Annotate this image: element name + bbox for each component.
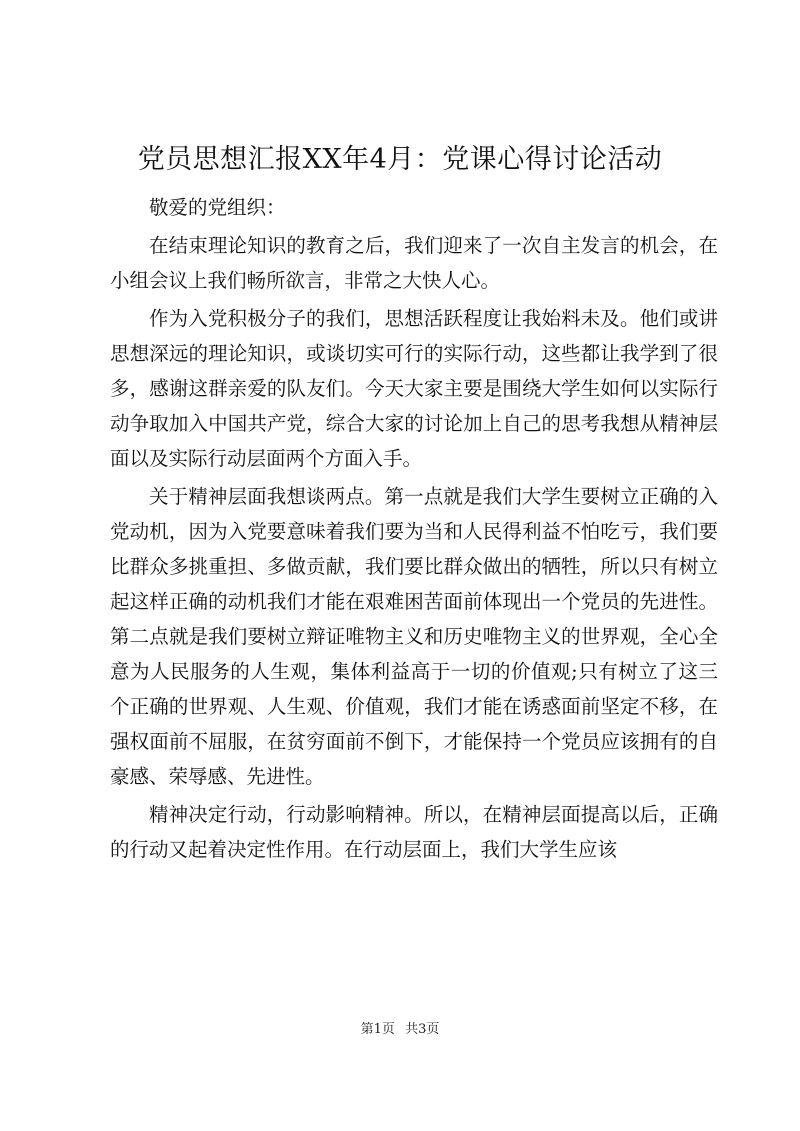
document-title: 党员思想汇报XX年4月：党课心得讨论活动: [137, 144, 663, 175]
page-footer: [0, 1020, 800, 1040]
salutation: 敬爱的党组织：: [149, 196, 286, 219]
paragraph: 作为入党积极分子的我们，思想活跃程度让我始料未及。他们或讲思想深远的理论知识，或谈切实可行的实际行动，这些都让我学到了很多，感谢这群亲爱的队友们。今天大家主要是围绕大学生如何以实际行动争取加入中国共产党，综合大家的讨论加上自己的思考我想从精神层面以及实际行动层面两个方面入手。: [110, 307, 718, 470]
paragraph: 精神决定行动，行动影响精神。所以，在精神层面提高以后，正确的行动又起着决定性作用。在行动层面上，我们大学生应该: [110, 803, 718, 861]
paragraph: 关于精神层面我想谈两点。第一点就是我们大学生要树立正确的入党动机，因为入党要意味着我们要为当和人民得利益不怕吃亏，我们要比群众多挑重担、多做贡献，我们要比群众做出的牺牲，所以只有树立起这样正确的动机我们才能在艰难困苦面前体现出一个党员的先进性。第二点就是我们要树立辩证唯物主义和历史唯物主义的世界观，全心全意为人民服务的人生观，集体利益高于一切的价值观;只有树立了这三个正确的世界观、人生观、价值观，我们才能在诱惑面前坚定不移，在强权面前不屈服，在贫穷面前不倒下，才能保持一个党员应该拥有的自豪感、荣辱感、先进性。: [110, 485, 718, 788]
page-number: 第1页: [360, 1022, 395, 1037]
paragraph: 在结束理论知识的教育之后，我们迎来了一次自主发言的机会，在小组会议上我们畅所欲言，非常之大快人心。: [110, 234, 718, 292]
document-body: [110, 190, 718, 870]
page-total: 共3页: [405, 1022, 440, 1037]
